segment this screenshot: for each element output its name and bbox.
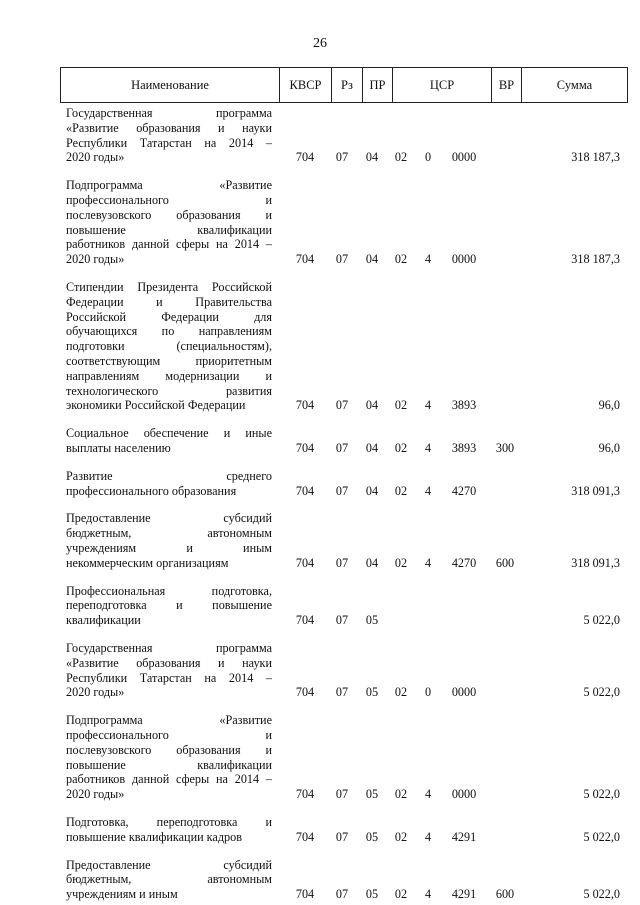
row-name-line: обучающихся по направлениям [66, 324, 272, 339]
table-row [0, 815, 640, 845]
row-csr-code: 4291 [451, 829, 477, 844]
row-name-line: переподготовка и повышение [66, 598, 272, 613]
row-name-line: Федерации и Правительства [66, 294, 272, 309]
row-pr: 05 [365, 685, 379, 700]
row-csr-program: 02 [394, 252, 408, 267]
row-csr-subprogram: 4 [424, 252, 432, 267]
table-row [0, 469, 640, 499]
row-name-line: повышение квалификации [66, 222, 272, 237]
row-rz: 07 [335, 685, 349, 700]
row-pr: 04 [365, 252, 379, 267]
row-name-line: экономики Российской Федерации [66, 398, 246, 413]
row-name [66, 469, 272, 499]
row-vr: 600 [495, 887, 515, 902]
row-sum: 5 022,0 [583, 887, 620, 902]
row-sum: 96,0 [598, 440, 620, 455]
row-name-line: направлениям модернизации и [66, 368, 272, 383]
header-kvsr: КВСР [279, 68, 331, 102]
row-kvsr: 704 [295, 483, 315, 498]
row-name [66, 641, 272, 700]
row-name-line: технологического развития [66, 383, 272, 398]
row-name [66, 426, 272, 456]
row-name [66, 858, 272, 902]
row-name-line: Государственная программа [66, 640, 272, 655]
row-name-line: Подпрограмма «Развитие [66, 713, 272, 728]
row-name [66, 815, 272, 845]
row-name-line: Профессиональная подготовка, [66, 583, 272, 598]
row-name-line: Подпрограмма «Развитие [66, 178, 272, 193]
row-csr-subprogram: 4 [424, 483, 432, 498]
row-csr-code: 0000 [451, 685, 477, 700]
row-pr: 04 [365, 483, 379, 498]
row-name-line: некоммерческим организациям [66, 555, 229, 570]
row-name-line: Предоставление субсидий [66, 511, 272, 526]
row-name-line: профессионального образования [66, 483, 237, 498]
row-sum: 5 022,0 [583, 613, 620, 628]
row-csr-code: 0000 [451, 787, 477, 802]
row-name-line: Подготовка, переподготовка и [66, 814, 272, 829]
row-kvsr: 704 [295, 887, 315, 902]
table-row [0, 178, 640, 267]
row-name-line: учреждениям и иным [66, 887, 178, 902]
row-name-line: 2020 годы» [66, 787, 125, 802]
row-csr-code: 0000 [451, 252, 477, 267]
row-csr-subprogram: 4 [424, 887, 432, 902]
row-name [66, 511, 272, 570]
row-name-line: подготовки (специальностям), [66, 339, 272, 354]
row-sum: 318 091,3 [571, 555, 620, 570]
row-csr-program: 02 [394, 398, 408, 413]
row-name-line: Предоставление субсидий [66, 857, 272, 872]
row-pr: 04 [365, 398, 379, 413]
row-name-line: повышение квалификации [66, 757, 272, 772]
header-vr: ВР [491, 68, 521, 102]
row-csr-code: 3893 [451, 440, 477, 455]
header-name: Наименование [131, 78, 209, 92]
row-csr-subprogram: 4 [424, 829, 432, 844]
row-name-line: квалификации [66, 613, 141, 628]
row-pr: 04 [365, 440, 379, 455]
header-sum: Сумма [521, 68, 627, 102]
row-csr-subprogram: 4 [424, 398, 432, 413]
row-rz: 07 [335, 483, 349, 498]
row-kvsr: 704 [295, 252, 315, 267]
row-kvsr: 704 [295, 787, 315, 802]
row-csr-subprogram: 0 [424, 685, 432, 700]
row-kvsr: 704 [295, 440, 315, 455]
row-name-line: послевузовского образования и [66, 207, 272, 222]
row-kvsr: 704 [295, 685, 315, 700]
row-csr-program: 02 [394, 440, 408, 455]
row-csr-program: 02 [394, 685, 408, 700]
row-name [66, 178, 272, 267]
row-rz: 07 [335, 887, 349, 902]
row-sum: 96,0 [598, 398, 620, 413]
row-rz: 07 [335, 787, 349, 802]
row-pr: 05 [365, 829, 379, 844]
row-name-line: профессионального и [66, 192, 272, 207]
row-vr: 300 [495, 440, 515, 455]
row-name-line: бюджетным, автономным [66, 526, 272, 541]
row-rz: 07 [335, 252, 349, 267]
row-csr-subprogram: 4 [424, 440, 432, 455]
row-name-line: 2020 годы» [66, 252, 125, 267]
row-vr: 600 [495, 555, 515, 570]
row-name-line: работников данной сферы на 2014 – [66, 237, 272, 252]
row-csr-program: 02 [394, 150, 408, 165]
header-rz: Рз [331, 68, 362, 102]
row-name-line: «Развитие образования и науки [66, 120, 272, 135]
row-csr-code: 4291 [451, 887, 477, 902]
row-rz: 07 [335, 829, 349, 844]
row-csr-code: 0000 [451, 150, 477, 165]
row-rz: 07 [335, 555, 349, 570]
row-name-line: 2020 годы» [66, 685, 125, 700]
row-name-line: бюджетным, автономным [66, 872, 272, 887]
table-row [0, 858, 640, 902]
row-name-line: Республики Татарстан на 2014 – [66, 670, 272, 685]
row-pr: 05 [365, 887, 379, 902]
row-rz: 07 [335, 398, 349, 413]
row-csr-program: 02 [394, 787, 408, 802]
row-sum: 318 187,3 [571, 252, 620, 267]
row-name-line: Российской Федерации для [66, 309, 272, 324]
table-header [60, 67, 628, 103]
row-name-line: 2020 годы» [66, 150, 125, 165]
page-number: 26 [313, 36, 327, 51]
table-row [0, 584, 640, 628]
row-name-line: работников данной сферы на 2014 – [66, 772, 272, 787]
row-name-line: Республики Татарстан на 2014 – [66, 135, 272, 150]
row-name [66, 280, 272, 413]
row-csr-code: 3893 [451, 398, 477, 413]
table-row [0, 713, 640, 802]
row-kvsr: 704 [295, 555, 315, 570]
row-name [66, 584, 272, 628]
row-kvsr: 704 [295, 613, 315, 628]
row-name-line: Стипендии Президента Российской [66, 279, 272, 294]
row-csr-code: 4270 [451, 555, 477, 570]
row-kvsr: 704 [295, 150, 315, 165]
row-csr-program: 02 [394, 483, 408, 498]
row-name-line: соответствующим приоритетным [66, 353, 272, 368]
row-sum: 5 022,0 [583, 829, 620, 844]
row-sum: 318 187,3 [571, 150, 620, 165]
row-csr-subprogram: 4 [424, 787, 432, 802]
row-name-line: учреждениям и иным [66, 540, 272, 555]
row-pr: 04 [365, 150, 379, 165]
row-pr: 05 [365, 613, 379, 628]
row-rz: 07 [335, 440, 349, 455]
table-row [0, 641, 640, 700]
row-name-line: профессионального и [66, 727, 272, 742]
table-row [0, 106, 640, 165]
row-sum: 318 091,3 [571, 483, 620, 498]
row-csr-subprogram: 0 [424, 150, 432, 165]
table-body [0, 106, 640, 902]
row-name-line: повышение квалификации кадров [66, 829, 242, 844]
row-rz: 07 [335, 613, 349, 628]
row-sum: 5 022,0 [583, 787, 620, 802]
row-name-line: Государственная программа [66, 106, 272, 120]
row-kvsr: 704 [295, 829, 315, 844]
row-sum: 5 022,0 [583, 685, 620, 700]
row-pr: 04 [365, 555, 379, 570]
row-csr-program: 02 [394, 887, 408, 902]
row-name [66, 713, 272, 802]
header-csr: ЦСР [392, 68, 491, 102]
row-csr-code: 4270 [451, 483, 477, 498]
row-rz: 07 [335, 150, 349, 165]
row-name-line: Развитие среднего [66, 468, 272, 483]
header-pr: ПР [362, 68, 392, 102]
row-csr-program: 02 [394, 555, 408, 570]
table-row [0, 511, 640, 570]
table-row [0, 426, 640, 456]
table-row [0, 280, 640, 413]
row-pr: 05 [365, 787, 379, 802]
row-name-line: послевузовского образования и [66, 742, 272, 757]
row-name-line: «Развитие образования и науки [66, 655, 272, 670]
row-csr-subprogram: 4 [424, 555, 432, 570]
row-name-line: выплаты населению [66, 440, 171, 455]
row-csr-program: 02 [394, 829, 408, 844]
row-kvsr: 704 [295, 398, 315, 413]
row-name-line: Социальное обеспечение и иные [66, 426, 272, 441]
row-name [66, 106, 272, 165]
